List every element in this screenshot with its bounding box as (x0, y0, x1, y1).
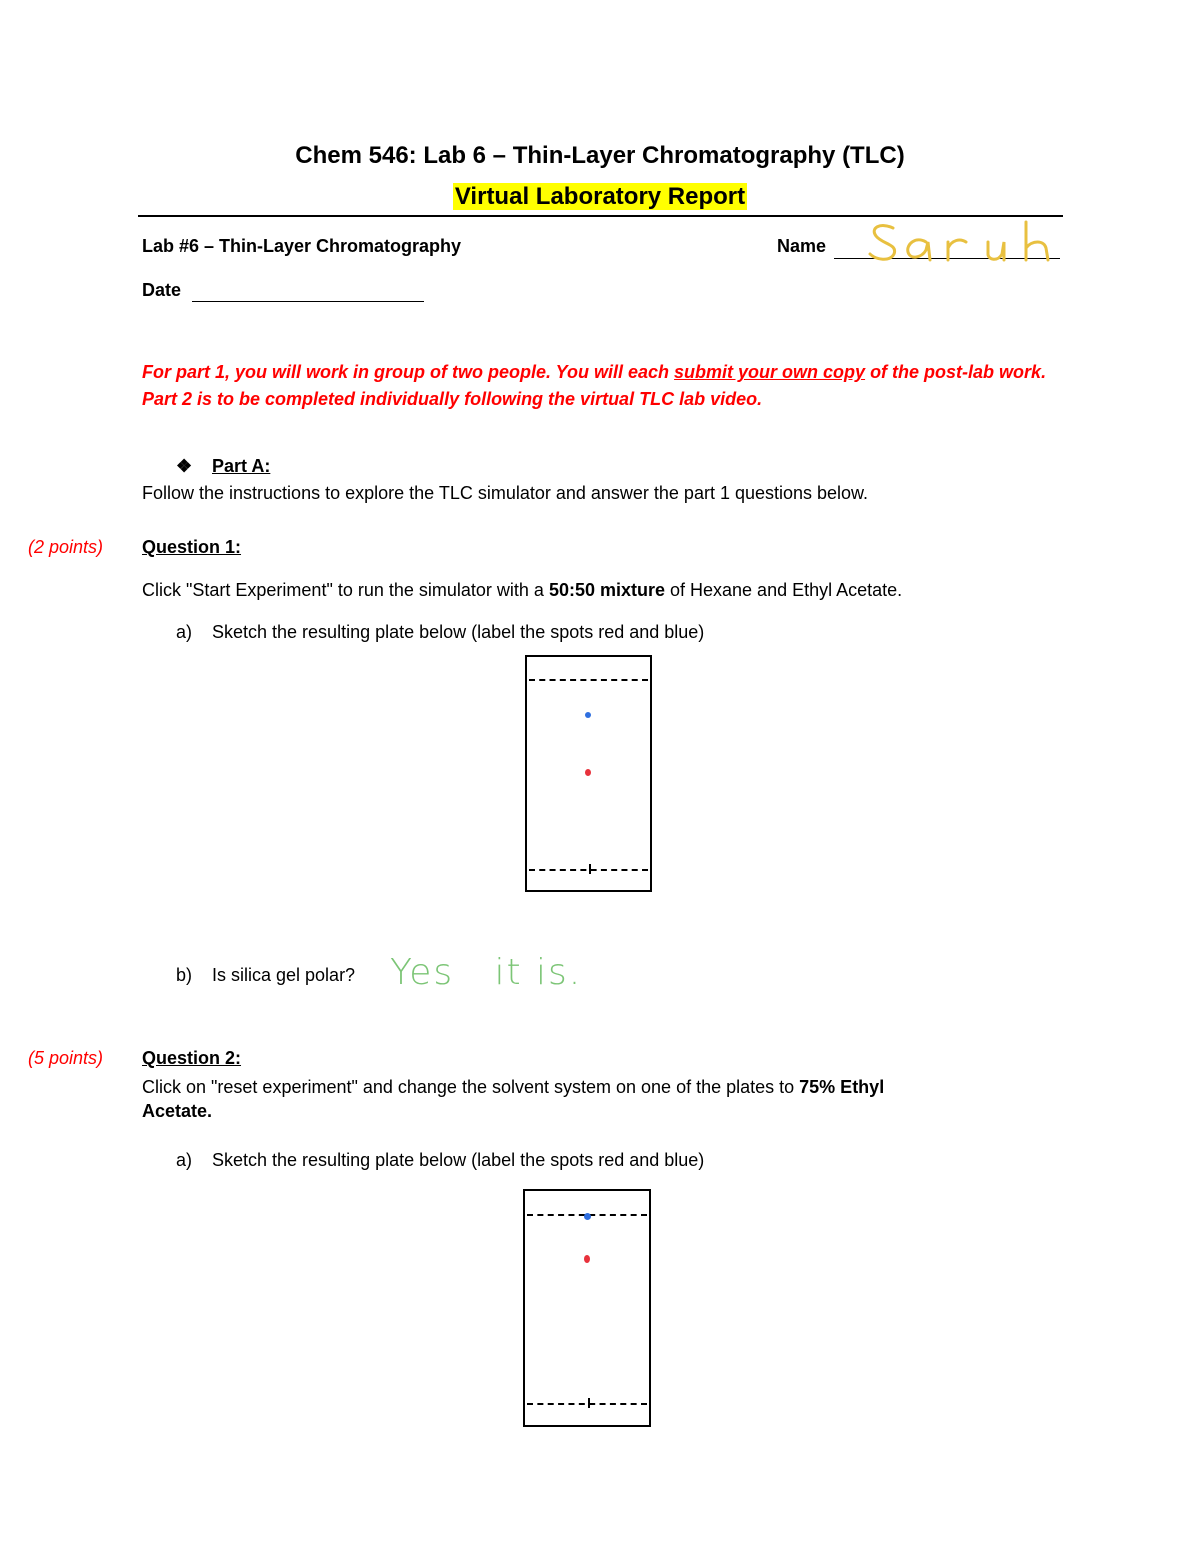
q1-points: (2 points) (28, 537, 104, 557)
q1a-text: Sketch the resulting plate below (label the spots red and blue) (212, 622, 705, 642)
solvent-front-line (529, 679, 648, 681)
red-spot (585, 769, 591, 776)
q1a-label: a) (176, 622, 193, 642)
q1-text (142, 580, 902, 601)
page-title: Chem 546: Lab 6 – Thin-Layer Chromatography (TLC) (295, 142, 905, 169)
tlc-plate-2 (523, 1189, 651, 1427)
q2-text (142, 1075, 1067, 1123)
group-note (142, 359, 1067, 413)
q1b-text: Is silica gel polar? (212, 965, 356, 985)
name-signature (868, 214, 1058, 273)
tlc-plate-1 (525, 655, 652, 892)
lab-label: Lab #6 – Thin-Layer Chromatography (142, 236, 462, 256)
q1b-label: b) (176, 965, 193, 985)
q2-text-bold1: 75% Ethyl (799, 1077, 885, 1097)
q2-text-bold2: Acetate. (142, 1101, 213, 1121)
q1-text-before: Click "Start Experiment" to run the simulator with a (142, 580, 549, 600)
date-line[interactable] (192, 301, 424, 302)
name-label: Name (777, 236, 827, 256)
baseline (527, 1403, 647, 1405)
q2-text-before: Click on "reset experiment" and change the solvent system on one of the plates to (142, 1077, 800, 1097)
q1-text-bold: 50:50 mixture (548, 580, 665, 600)
date-label: Date (142, 280, 182, 300)
blue-spot (585, 712, 591, 718)
tick-mark-icon (588, 1398, 590, 1408)
tick-mark-icon (589, 864, 591, 874)
note-part1: For part 1, you will work in group of two people. You will each (142, 362, 675, 382)
red-spot (584, 1255, 590, 1263)
q2a-label: a) (176, 1150, 193, 1170)
q1-heading: Question 1: (142, 537, 242, 557)
q2a-text: Sketch the resulting plate below (label the spots red and blue) (212, 1150, 705, 1170)
page-subtitle: Virtual Laboratory Report (454, 183, 746, 210)
part-a-instructions: Follow the instructions to explore the TLC simulator and answer the part 1 questions below. (142, 483, 869, 503)
q2-heading: Question 2: (142, 1048, 242, 1068)
q2-points: (5 points) (28, 1048, 104, 1068)
subtitle-wrap (0, 183, 1200, 211)
diamond-bullet-icon: ❖ (176, 456, 193, 476)
blue-spot (584, 1213, 591, 1220)
name-handwriting-icon (868, 214, 1058, 268)
note-underlined: submit your own copy (674, 362, 866, 382)
q1b-answer: Yes it is. (390, 952, 583, 993)
part-a-heading: Part A: (212, 456, 271, 476)
q1-text-after: of Hexane and Ethyl Acetate. (665, 580, 903, 600)
note-part2: of the post-lab work. Part 2 is to be completed individually following the virtual TLC lab video. (142, 362, 1047, 409)
